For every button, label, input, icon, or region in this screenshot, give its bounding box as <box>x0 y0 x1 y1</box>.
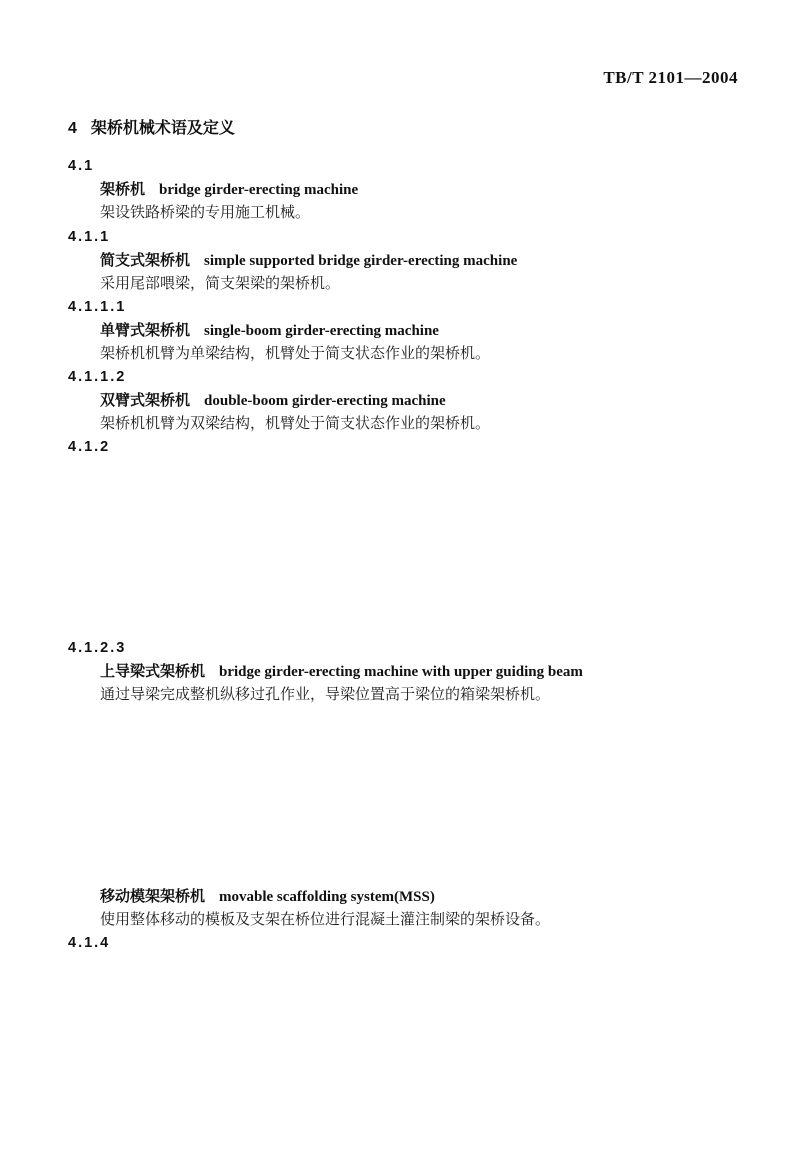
term-definition: 架桥机机臂为双梁结构，机臂处于简支状态作业的架桥机。 <box>100 416 491 432</box>
clause-number: 4.1 <box>68 158 95 174</box>
clause-number: 4.1.4 <box>68 935 111 951</box>
term-line <box>68 885 745 909</box>
term-chinese: 简支式架桥机 <box>100 252 191 269</box>
blank-gap <box>68 459 745 637</box>
term-english: bridge girder-erecting machine with upper guiding beam <box>219 664 583 680</box>
clause-number: 4.1.2 <box>68 439 111 455</box>
standard-number-header: TB/T 2101—2004 <box>603 68 738 87</box>
term-line <box>68 178 745 202</box>
blank-gap <box>68 707 745 885</box>
term-definition: 架设铁路桥梁的专用施工机械。 <box>100 205 311 221</box>
term-english: single-boom girder-erecting machine <box>204 323 439 339</box>
term-chinese: 上导梁式架桥机 <box>100 663 206 680</box>
term-chinese: 移动模架架桥机 <box>100 888 206 905</box>
term-chinese: 架桥机 <box>100 181 146 198</box>
term-definition: 采用尾部喂梁，简支架梁的架桥机。 <box>100 276 341 292</box>
clause-number: 4.1.1.1 <box>68 299 127 315</box>
section-heading-number: 4 <box>68 120 77 137</box>
clause-number: 4.1.2.3 <box>68 640 127 656</box>
term-definition: 通过导梁完成整机纵移过孔作业，导梁位置高于梁位的箱梁架桥机。 <box>100 687 551 703</box>
term-chinese: 单臂式架桥机 <box>100 322 191 339</box>
term-line <box>68 389 745 413</box>
term-chinese: 双臂式架桥机 <box>100 392 191 409</box>
term-english: movable scaffolding system(MSS) <box>219 889 435 905</box>
term-english: simple supported bridge girder-erecting machine <box>204 253 518 269</box>
term-line <box>68 319 745 343</box>
term-english: double-boom girder-erecting machine <box>204 393 446 409</box>
section-heading <box>68 120 745 138</box>
term-definition: 架桥机机臂为单梁结构，机臂处于简支状态作业的架桥机。 <box>100 346 491 362</box>
clause-number: 4.1.1 <box>68 229 111 245</box>
clause-number: 4.1.1.2 <box>68 369 127 385</box>
term-line <box>68 249 745 273</box>
term-english: bridge girder-erecting machine <box>159 182 359 198</box>
section-heading-title: 架桥机械术语及定义 <box>90 120 235 137</box>
term-line <box>68 660 745 684</box>
term-definition: 使用整体移动的模板及支架在桥位进行混凝土灌注制梁的架桥设备。 <box>100 912 551 928</box>
document-body <box>68 120 745 955</box>
